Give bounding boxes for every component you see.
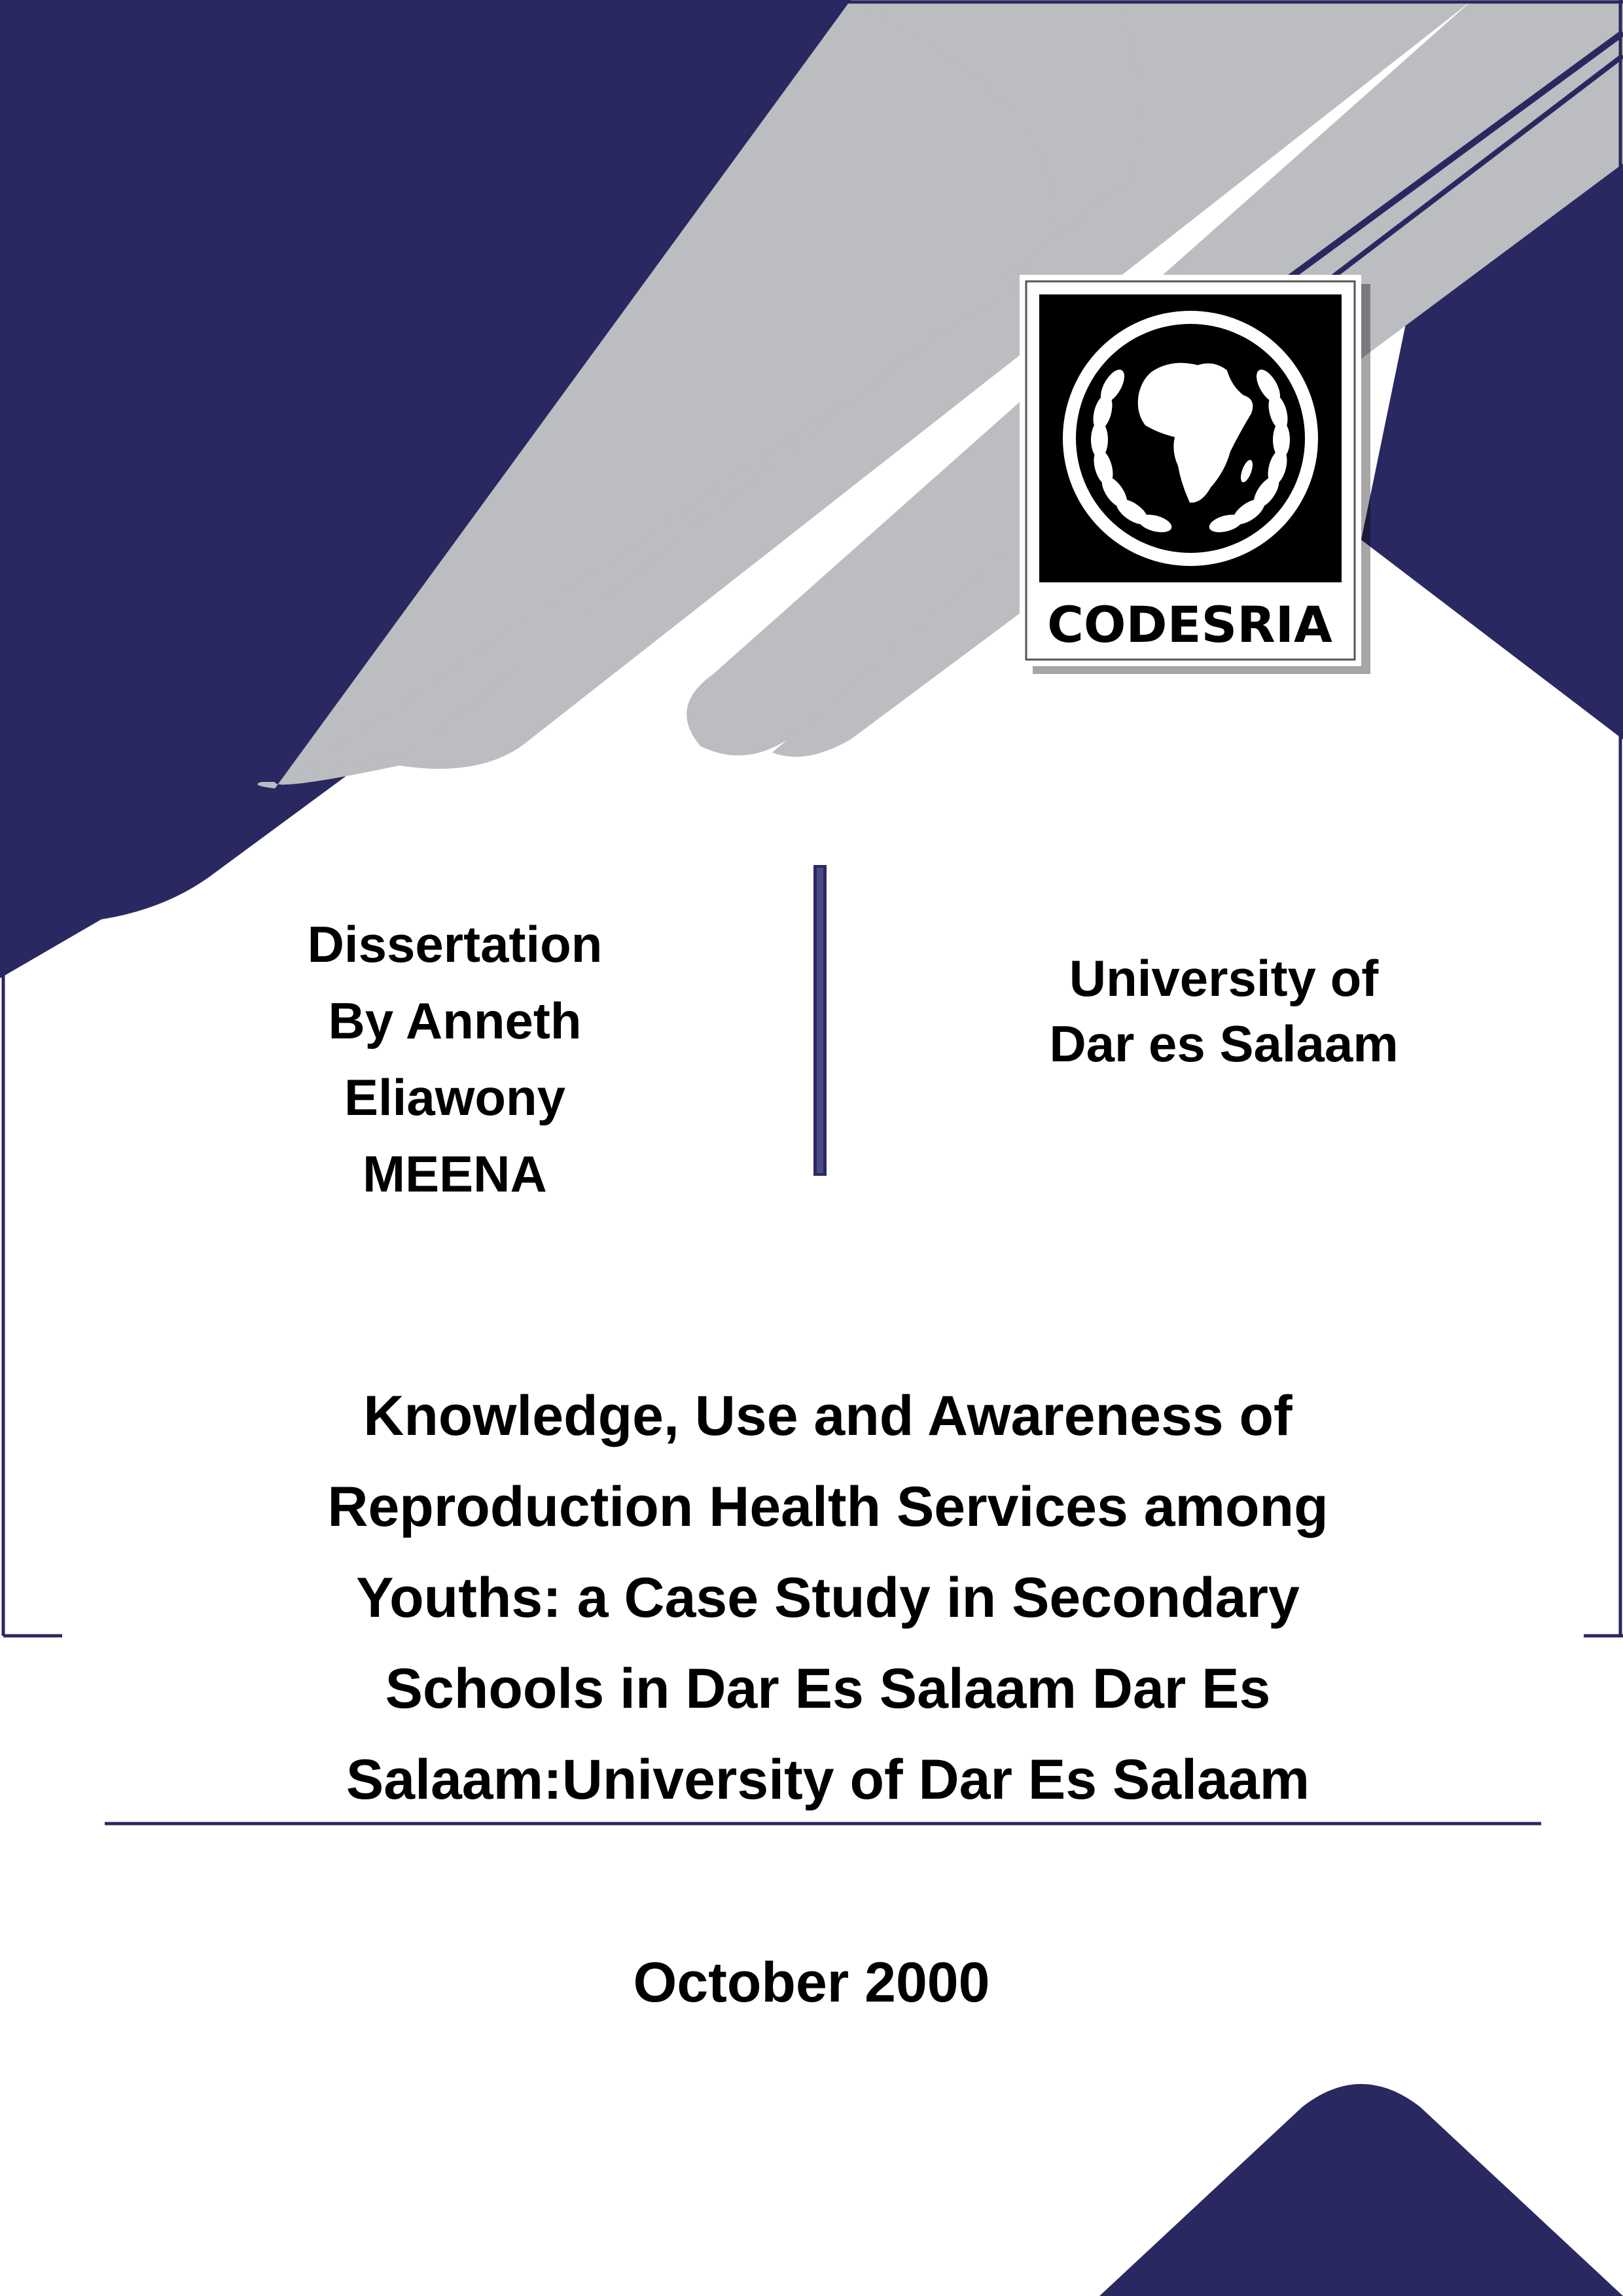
title-line: Salaam:University of Dar Es Salaam [346,1748,1310,1811]
author-line: MEENA [363,1145,547,1203]
university-line: Dar es Salaam [1049,1015,1399,1072]
university-line: University of [1069,949,1379,1007]
publication-date: October 2000 [633,1951,990,2014]
title-line: Reproduction Health Services among [327,1475,1329,1538]
document-title [98,1371,1558,1826]
title-line: Youths: a Case Study in Secondary [356,1566,1300,1629]
author-block [196,906,713,1212]
author-line: Eliawony [344,1069,566,1126]
university-block [942,945,1505,1076]
author-line: By Anneth [328,992,582,1050]
africa-laurel-emblem-icon [1063,311,1318,566]
author-line: Dissertation [307,915,603,973]
title-line: Knowledge, Use and Awareness of [363,1385,1293,1447]
title-line: Schools in Dar Es Salaam Dar Es [385,1657,1271,1720]
navy-bottom-triangle [1099,2084,1623,2296]
codesria-logo-text: CODESRIA [1047,595,1332,654]
